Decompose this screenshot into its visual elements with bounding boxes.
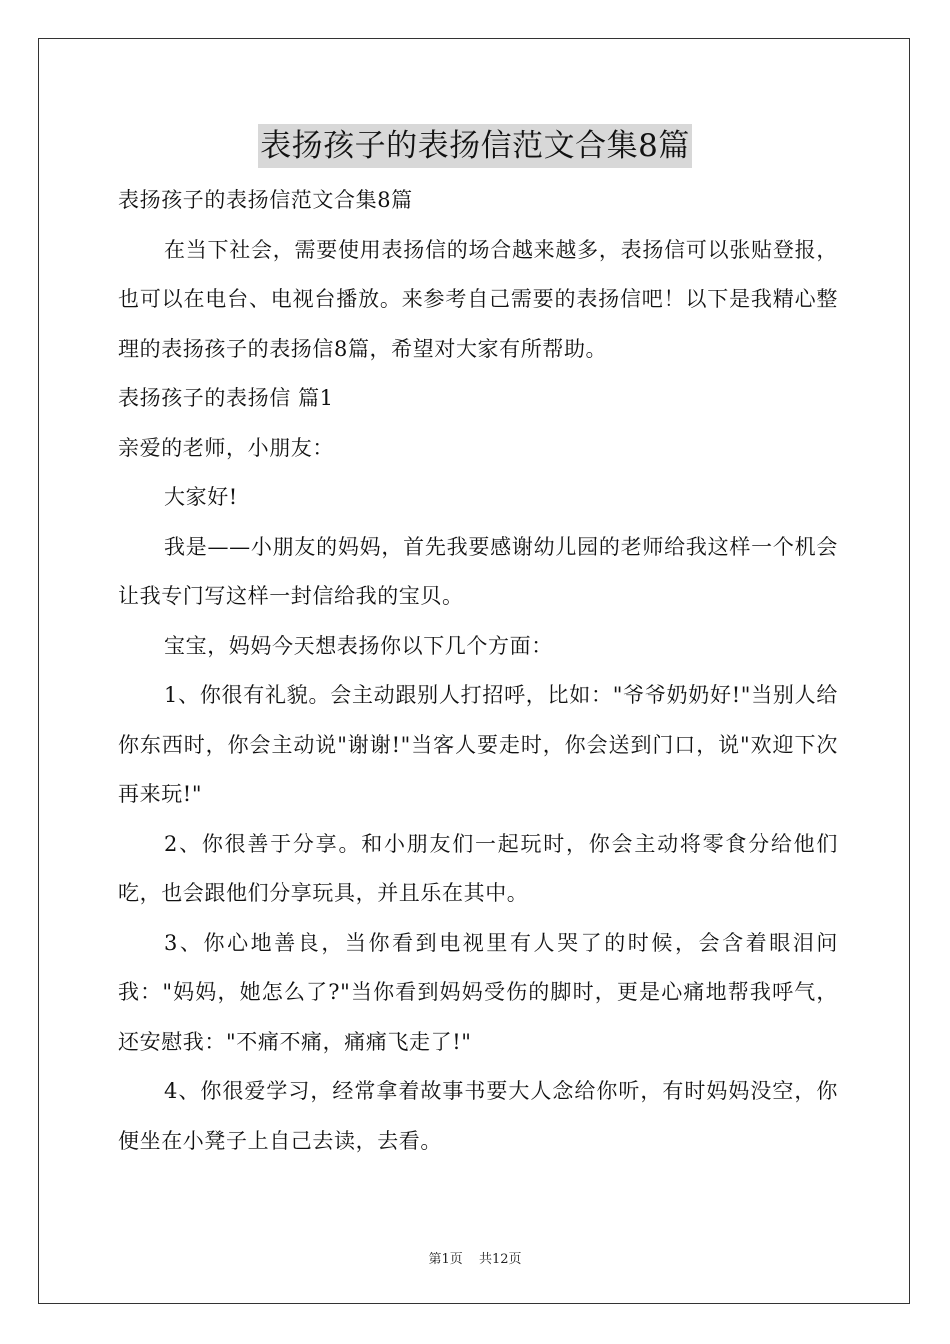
paragraph-subtitle: 表扬孩子的表扬信范文合集8篇 xyxy=(118,188,413,212)
paragraph-point-3: 3、你心地善良，当你看到电视里有人哭了的时候，会含着眼泪问我："妈妈，她怎么了?"当你看到妈妈受伤的脚时，更是心痛地帮我呼气，还安慰我："不痛不痛，痛痛飞走了!" xyxy=(118,930,838,1054)
paragraph-salutation: 亲爱的老师，小朋友： xyxy=(118,435,334,460)
paragraph-point-2: 2、你很善于分享。和小朋友们一起玩时，你会主动将零食分给他们吃，也会跟他们分享玩具，并且乐在其中。 xyxy=(118,831,838,905)
paragraph-body: 我是——小朋友的妈妈，首先我要感谢幼儿园的老师给我这样一个机会让我专门写这样一封信给我的宝贝。 xyxy=(118,534,838,608)
page-number: 第1页 xyxy=(428,1252,463,1267)
page-footer xyxy=(0,1248,950,1267)
document-body xyxy=(118,176,838,1166)
paragraph-point-1: 1、你很有礼貌。会主动跟别人打招呼，比如："爷爷奶奶好!"当别人给你东西时，你会主动说"谢谢!"当客人要走时，你会送到门口，说"欢迎下次再来玩!" xyxy=(118,683,838,806)
section-heading: 表扬孩子的表扬信 篇1 xyxy=(118,386,334,410)
paragraph-greeting: 大家好! xyxy=(164,485,238,509)
page-total: 共12页 xyxy=(478,1252,522,1267)
paragraph-point-4: 4、你很爱学习，经常拿着故事书要大人念给你听，有时妈妈没空，你便坐在小凳子上自己去读，去看。 xyxy=(118,1079,838,1153)
paragraph-intro: 在当下社会，需要使用表扬信的场合越来越多，表扬信可以张贴登报，也可以在电台、电视台播放。来参考自己需要的表扬信吧！以下是我精心整理的表扬孩子的表扬信8篇，希望对大家有所帮助。 xyxy=(118,237,838,361)
title-container xyxy=(0,124,950,168)
paragraph-body: 宝宝，妈妈今天想表扬你以下几个方面： xyxy=(164,633,553,658)
document-title: 表扬孩子的表扬信范文合集8篇 xyxy=(258,124,692,168)
